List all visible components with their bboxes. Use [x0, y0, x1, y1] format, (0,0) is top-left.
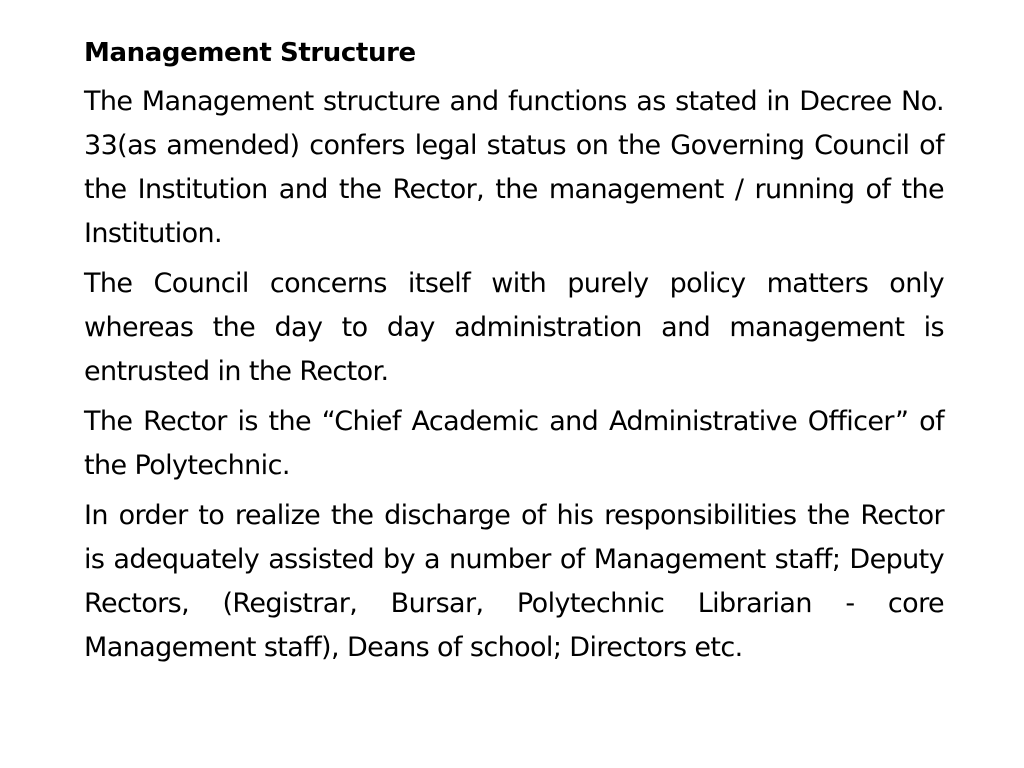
slide-title: Management Structure: [84, 38, 416, 68]
paragraph-rector-role: The Rector is the “Chief Academic and Administrative Officer” of the Polytechnic.: [84, 406, 944, 481]
paragraph-legal-status: The Management structure and functions as stated in Decree No. 33(as amended) confers legal status on the Governing Council of the Institution and the Rector, the management / running of the Institution.: [84, 86, 944, 249]
paragraph-management-staff: In order to realize the discharge of his responsibilities the Rector is adequately assisted by a number of Management staff; Deputy Rectors, (Registrar, Bursar, Polytechnic Librarian - core Management staff), Deans of school; Directors etc.: [84, 500, 944, 663]
paragraph-council-role: The Council concerns itself with purely policy matters only whereas the day to day administration and management is entrusted in the Rector.: [84, 268, 944, 387]
slide-content: [84, 30, 944, 676]
